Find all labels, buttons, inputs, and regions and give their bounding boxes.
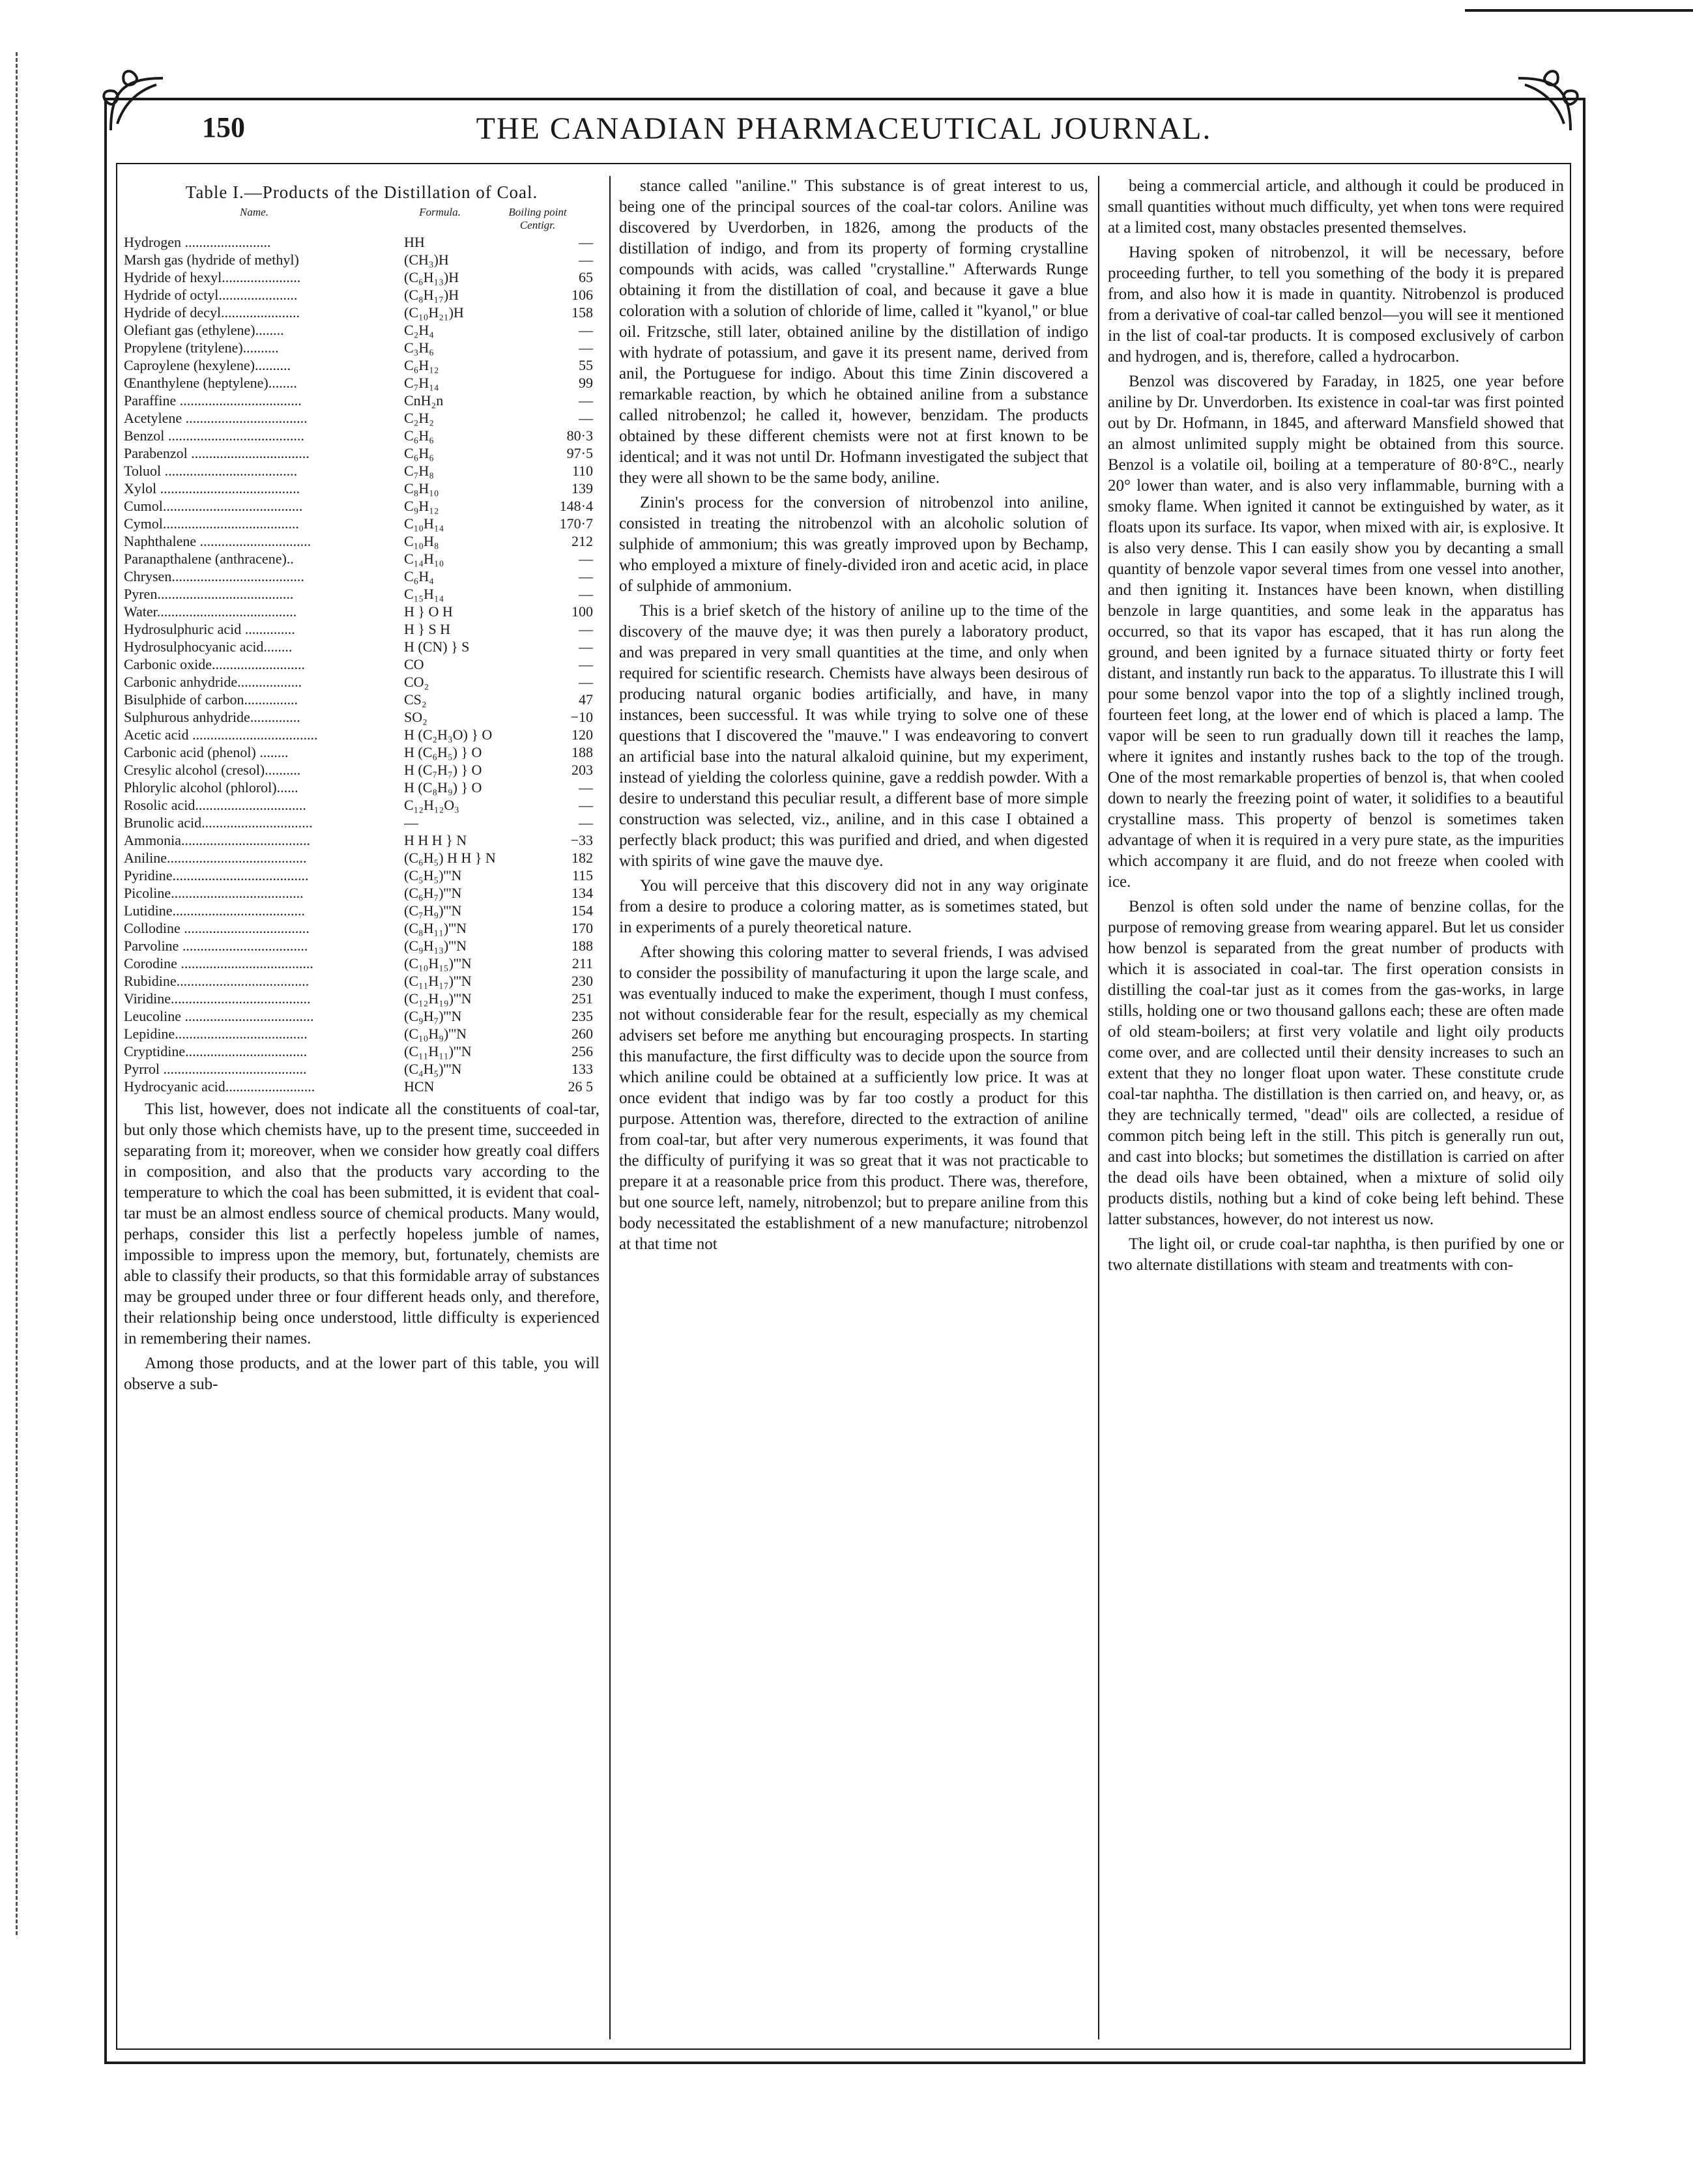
- cell-bp: —: [579, 568, 593, 584]
- table-row: [124, 779, 600, 796]
- cell-bp: 170·7: [559, 515, 593, 532]
- cell-formula: SO₂: [404, 709, 427, 725]
- table-row: [124, 251, 600, 268]
- table-row: [124, 532, 600, 550]
- journal-title: THE CANADIAN PHARMACEUTICAL JOURNAL.: [476, 111, 1212, 146]
- cell-bp: 139: [572, 480, 593, 496]
- cell-name: Cresylic alcohol (cresol)..........: [124, 762, 301, 778]
- paragraph: Zinin's process for the conversion of nitrobenzol into aniline, consisted in treating the nitrobenzol with an alcoholic solution of sulphide of ammonium; this was greatly improved upon by Bechamp, who employed a mixture of finely-divided iron and acetic acid, in place of sulphide of ammonium.: [619, 494, 1088, 595]
- cell-name: Rubidine.....................................: [124, 973, 310, 989]
- cell-formula: C₇H₁₄: [404, 375, 439, 391]
- cell-formula: H (C₈H₉) } O: [404, 779, 482, 796]
- cell-name: Lutidine.....................................: [124, 902, 306, 919]
- page-number: 150: [202, 111, 245, 143]
- table-row: [124, 585, 600, 603]
- cell-name: Xylol .......................................: [124, 480, 300, 496]
- paragraph: Benzol is often sold under the name of benzine collas, for the purpose of removing grease from wearing apparel. But let us consider how benzol is separated from the great number of products with which it is associated in coal-tar. The first operation consists in distilling the coal-tar just as it comes from the gas-works, in large stills, holding one or two thousand gallons each; these are often made of old steam-boilers; at first very volatile and light oily products come over, and are collected until their density increases to such an extent that they no longer float upon water. These constitute crude coal-tar naphtha. The distillation is then carried on, and heavy, or, as they are technically termed, "dead" oils are collected, a residue of common pitch being left in the still. This pitch is generally run out, and cast into blocks; but sometimes the distillation is carried on after the dead oils have been obtained, when a mixture of solid oily products distils, nothing but a kind of coke being left behind. These latter substances, however, do not interest us now.: [1108, 898, 1564, 1228]
- table-row: [124, 638, 600, 655]
- cell-name: Naphthalene ...............................: [124, 533, 311, 549]
- cell-formula: C₆H₆: [404, 445, 434, 461]
- cell-bp: 110: [572, 463, 593, 479]
- table-row: [124, 937, 600, 955]
- cell-formula: C₁₂H₁₂O₃: [404, 797, 459, 813]
- cell-bp: —: [579, 586, 593, 602]
- cell-bp: —: [579, 621, 593, 637]
- cell-name: Leucoline ....................................: [124, 1008, 314, 1024]
- cell-formula: (C₁₂H₁₉)'''N: [404, 990, 472, 1007]
- cell-name: Corodine .....................................: [124, 955, 313, 971]
- cell-name: Acetic acid ...................................: [124, 726, 318, 743]
- column-3: [1108, 176, 1564, 2039]
- cell-name: Aniline.......................................: [124, 850, 307, 866]
- cell-formula: C₉H₁₂: [404, 498, 439, 514]
- cell-formula: CO: [404, 656, 424, 672]
- table-row: [124, 867, 600, 884]
- cell-formula: (C₇H₉)'''N: [404, 902, 462, 919]
- cell-bp: 260: [572, 1026, 593, 1042]
- cell-name: Picoline.....................................: [124, 885, 304, 901]
- cell-bp: —: [579, 779, 593, 796]
- cell-formula: (C₆H₇)'''N: [404, 885, 462, 901]
- header-formula: Formula.: [419, 206, 461, 218]
- table-row: [124, 1060, 600, 1078]
- cell-name: Benzol ......................................: [124, 427, 304, 444]
- cell-name: Hydrocyanic acid.........................: [124, 1078, 315, 1095]
- cell-formula: (C₄H₅)'''N: [404, 1061, 462, 1077]
- table-row: [124, 321, 600, 339]
- table-header: [124, 206, 600, 232]
- paragraph: being a commercial article, and although it could be produced in small quantities without much difficulty, yet when tons were required at a limited cost, many obstacles presented themselves.: [1108, 177, 1564, 237]
- cell-name: Hydride of decyl......................: [124, 304, 300, 321]
- cell-bp: 188: [572, 744, 593, 760]
- table-row: [124, 743, 600, 761]
- margin-rule: [0, 52, 18, 1935]
- cell-bp: —: [579, 392, 593, 409]
- paragraph: After showing this coloring matter to several friends, I was advised to consider the possibility of manufacturing it upon the large scale, and was eventually induced to make the experiment, though I must confess, not without considerable fear for the result, especially as my chemical advisers set before me anything but encouraging prospects. In starting this manufacture, the first difficulty was to decide upon the source from which aniline could be obtained at a sufficiently low price. It was at once evident that indigo was by far too costly a product for this purpose. Attention was, therefore, directed to the extraction of aniline from coal-tar, but after very numerous experiments, it was found that the difficulty of purifying it was so great that it was not practicable to prepare it at a reasonable price from this product. There was, therefore, but one source left, namely, nitrobenzol; but to prepare aniline from this body necessitated the establishment of a new manufacture; nitrobenzol at that time not: [619, 943, 1088, 1253]
- paragraph: Having spoken of nitrobenzol, it will be necessary, before proceeding further, to tell you something of the body it is prepared from, and also how it is made in quantity. Nitrobenzol is produced from a derivative of coal-tar called benzol—you will see it mentioned in the list of coal-tar products. It is composed exclusively of carbon and hydrogen, and is, therefore, called a hydrocarbon.: [1108, 244, 1564, 366]
- table-row: [124, 233, 600, 251]
- table-row: [124, 356, 600, 374]
- table-row: [124, 796, 600, 814]
- paragraph: stance called "aniline." This substance is of great interest to us, being one of the principal sources of the coal-tar colors. Aniline was discovered by Uverdorben, in 1826, among the products of the distillation of indigo, and from its property of forming crystalline compounds with acids, was called "crystalline." Afterwards Runge obtaining it from the distillation of coal, and because it gave a blue coloration with a solution of chloride of lime, called it "kyanol," or blue oil. Fritzsche, still later, obtained aniline by the distillation of indigo with hydrate of potassium, and gave it its present name, derived from anil, the Portuguese for indigo. About this time Zinin discovered a remarkable reaction, by which he obtained aniline from a substance called nitrobenzol; he called it, however, benzidam. The products obtained by these different chemists were not at first known to be identical; and it was not until Dr. Hofmann investigated the subject that they were all shown to be the same body, aniline.: [619, 177, 1088, 487]
- cell-name: Ammonia....................................: [124, 832, 310, 848]
- article-body: [124, 176, 1564, 2039]
- cell-formula: (C₁₀H₉)'''N: [404, 1026, 467, 1042]
- cell-name: Viridine.......................................: [124, 990, 311, 1007]
- cell-bp: 235: [572, 1008, 593, 1024]
- cell-bp: —: [579, 639, 593, 655]
- cell-name: Collodine ...................................: [124, 920, 310, 936]
- cell-formula: (C₈H₁₁)'''N: [404, 920, 467, 936]
- cell-formula: HCN: [404, 1078, 435, 1095]
- cell-formula: (C₁₁H₁₁)'''N: [404, 1043, 472, 1059]
- cell-name: Brunolic acid...............................: [124, 814, 313, 831]
- table-row: [124, 726, 600, 743]
- cell-bp: 47: [579, 691, 593, 708]
- cell-name: Parabenzol .................................: [124, 445, 310, 461]
- cell-formula: H } O H: [404, 603, 453, 620]
- cell-name: Chrysen.....................................: [124, 568, 304, 584]
- paragraph: This is a brief sketch of the history of aniline up to the time of the discovery of the mauve dye; it was then purely a laboratory product, and was prepared in very small quantities at the time, and only when required for scientific research. Chemists have always been desirous of producing natural organic bodies artificially, and have, in many instances, been successful. It was while trying to solve one of these questions that I discovered the "mauve." I was endeavoring to convert an artificial base into the natural alkaloid quinine, but my experiment, instead of yielding the colorless quinine, gave a reddish powder. With a desire to understand this peculiar result, a different base of more simple construction was selected, viz., aniline, and in this case I obtained a perfectly black product; this was purified and dried, and when digested with spirits of wine gave the mauve dye.: [619, 602, 1088, 870]
- cell-bp: —: [579, 251, 593, 268]
- table-body: [124, 233, 600, 1095]
- cell-formula: C₇H₈: [404, 463, 434, 479]
- cell-formula: H (C₆H₅) } O: [404, 744, 482, 760]
- header-boiling-point: Boiling point Centigr.: [508, 206, 567, 231]
- cell-bp: 133: [572, 1061, 593, 1077]
- cell-formula: H } S H: [404, 621, 451, 637]
- column-1: [124, 176, 600, 2039]
- cell-name: Caproylene (hexylene)..........: [124, 357, 291, 373]
- table-row: [124, 550, 600, 568]
- table-row: [124, 849, 600, 867]
- cell-bp: 188: [572, 938, 593, 954]
- cell-bp: 158: [572, 304, 593, 321]
- table-row: [124, 603, 600, 620]
- cell-bp: 170: [572, 920, 593, 936]
- table-row: [124, 831, 600, 849]
- column-3-text: [1108, 176, 1564, 1276]
- table-row: [124, 972, 600, 990]
- cell-name: Œnanthylene (heptylene)........: [124, 375, 297, 391]
- cell-formula: C₂H₂: [404, 410, 434, 426]
- cell-name: Paranapthalene (anthracene)..: [124, 551, 294, 567]
- cell-name: Hydrogen ........................: [124, 234, 271, 250]
- table-row: [124, 990, 600, 1007]
- cell-formula: (C₉H₇)'''N: [404, 1008, 462, 1024]
- page-header: [124, 111, 1564, 150]
- cell-formula: (C₆H₅) H H } N: [404, 850, 496, 866]
- table-row: [124, 515, 600, 532]
- cell-bp: 97·5: [566, 445, 593, 461]
- cell-bp: 65: [579, 269, 593, 285]
- cell-bp: 212: [572, 533, 593, 549]
- cell-bp: −10: [570, 709, 593, 725]
- cell-bp: —: [579, 410, 593, 426]
- cell-name: Carbonic acid (phenol) ........: [124, 744, 289, 760]
- cell-bp: −33: [570, 832, 593, 848]
- cell-bp: 115: [572, 867, 593, 884]
- cell-bp: 148·4: [559, 498, 593, 514]
- cell-name: Carbonic oxide..........................: [124, 656, 306, 672]
- cell-name: Cryptidine..................................: [124, 1043, 308, 1059]
- table-row: [124, 814, 600, 831]
- table-row: [124, 708, 600, 726]
- table-row: [124, 304, 600, 321]
- cell-name: Pyrrol ........................................: [124, 1061, 307, 1077]
- cell-formula: C₆H₆: [404, 427, 434, 444]
- cell-bp: 106: [572, 287, 593, 303]
- cell-name: Hydrosulphocyanic acid........: [124, 639, 293, 655]
- cell-formula: —: [404, 814, 418, 831]
- cell-bp: 26 5: [568, 1078, 593, 1095]
- cell-formula: C₆H₁₂: [404, 357, 439, 373]
- cell-name: Parvoline ...................................: [124, 938, 308, 954]
- cell-name: Pyridine......................................: [124, 867, 309, 884]
- cell-name: Hydrosulphuric acid ..............: [124, 621, 295, 637]
- cell-bp: 154: [572, 902, 593, 919]
- cell-name: Propylene (tritylene)..........: [124, 339, 279, 356]
- column-1-text: [124, 1099, 600, 1395]
- cell-bp: —: [579, 234, 593, 250]
- paragraph: This list, however, does not indicate all the constituents of coal-tar, but only those which chemists have, up to the present time, succeeded in separating from it; moreover, when we consider how greatly coal differs in composition, and also that the products vary according to the temperature to which the coal has been submitted, it is evident that coal-tar must be an almost endless source of chemical products. Many would, perhaps, consider this list a perfectly hopeless jumble of names, impossible to impress upon the memory, but, fortunately, chemists are able to classify their products, so that this formidable array of substances may be grouped under three or four different heads only, and therefore, their relationship being once understood, little difficulty is experienced in remembering their names.: [124, 1100, 600, 1347]
- table-row: [124, 339, 600, 356]
- cell-name: Phlorylic alcohol (phlorol)......: [124, 779, 298, 796]
- cell-name: Carbonic anhydride..................: [124, 674, 302, 690]
- table-row: [124, 884, 600, 902]
- paragraph: Among those products, and at the lower part of this table, you will observe a sub-: [124, 1355, 600, 1393]
- table-row: [124, 480, 600, 497]
- cell-bp: 100: [572, 603, 593, 620]
- cell-formula: (C₆H₁₃)H: [404, 269, 459, 285]
- table-row: [124, 902, 600, 919]
- cell-bp: 134: [572, 885, 593, 901]
- table-row: [124, 955, 600, 972]
- cell-name: Cymol......................................: [124, 515, 299, 532]
- top-rule: [1465, 0, 1693, 12]
- table-row: [124, 286, 600, 304]
- table-row: [124, 691, 600, 708]
- column-2-text: [619, 176, 1088, 1255]
- table-row: [124, 374, 600, 392]
- cell-formula: C₁₅H₁₄: [404, 586, 444, 602]
- cell-name: Lepidine.....................................: [124, 1026, 308, 1042]
- table-row: [124, 620, 600, 638]
- table-row: [124, 409, 600, 427]
- cell-formula: (C₅H₅)'''N: [404, 867, 462, 884]
- cell-formula: H (CN) } S: [404, 639, 470, 655]
- cell-name: Cumol.......................................: [124, 498, 303, 514]
- cell-name: Hydride of hexyl......................: [124, 269, 301, 285]
- cell-bp: —: [579, 674, 593, 690]
- cell-bp: 203: [572, 762, 593, 778]
- cell-name: Sulphurous anhydride..............: [124, 709, 300, 725]
- cell-bp: 251: [572, 990, 593, 1007]
- table-row: [124, 1007, 600, 1025]
- table-row: [124, 392, 600, 409]
- table-row: [124, 761, 600, 779]
- table-row: [124, 1042, 600, 1060]
- cell-bp: 120: [572, 726, 593, 743]
- cell-name: Hydride of octyl......................: [124, 287, 298, 303]
- cell-name: Toluol .....................................: [124, 463, 298, 479]
- cell-formula: CS₂: [404, 691, 427, 708]
- cell-bp: —: [579, 797, 593, 813]
- table-row: [124, 444, 600, 462]
- cell-bp: —: [579, 322, 593, 338]
- cell-formula: C₃H₆: [404, 339, 434, 356]
- cell-formula: (CH₃)H: [404, 251, 449, 268]
- cell-bp: 182: [572, 850, 593, 866]
- table-row: [124, 655, 600, 673]
- column-2: [619, 176, 1088, 2039]
- cell-formula: HH: [404, 234, 425, 250]
- table-row: [124, 268, 600, 286]
- table-row: [124, 919, 600, 937]
- cell-formula: C₁₀H₈: [404, 533, 439, 549]
- paragraph: You will perceive that this discovery did not in any way originate from a desire to produce a coloring matter, as is sometimes stated, but in experiments of a purely theoretical nature.: [619, 877, 1088, 936]
- cell-formula: (C₁₀H₂₁)H: [404, 304, 464, 321]
- header-name: Name.: [240, 206, 268, 218]
- cell-formula: C₆H₄: [404, 568, 434, 584]
- cell-bp: —: [579, 656, 593, 672]
- cell-bp: 99: [579, 375, 593, 391]
- table-row: [124, 462, 600, 480]
- cell-formula: (C₈H₁₇)H: [404, 287, 459, 303]
- table-row: [124, 427, 600, 444]
- cell-bp: 55: [579, 357, 593, 373]
- cell-name: Olefiant gas (ethylene)........: [124, 322, 284, 338]
- cell-bp: 230: [572, 973, 593, 989]
- cell-formula: H (C₇H₇) } O: [404, 762, 482, 778]
- cell-formula: H H H } N: [404, 832, 467, 848]
- cell-name: Rosolic acid...............................: [124, 797, 306, 813]
- cell-formula: (C₁₀H₁₅)'''N: [404, 955, 472, 971]
- cell-formula: C₈H₁₀: [404, 480, 439, 496]
- table-row: [124, 673, 600, 691]
- cell-bp: 80·3: [566, 427, 593, 444]
- cell-formula: H (C₂H₃O) } O: [404, 726, 493, 743]
- cell-formula: C₁₀H₁₄: [404, 515, 444, 532]
- cell-bp: 256: [572, 1043, 593, 1059]
- cell-bp: 211: [572, 955, 593, 971]
- table-row: [124, 1078, 600, 1095]
- cell-formula: CO₂: [404, 674, 429, 690]
- cell-name: Pyren......................................: [124, 586, 294, 602]
- cell-formula: (C₁₁H₁₇)'''N: [404, 973, 472, 989]
- table-row: [124, 497, 600, 515]
- cell-formula: C₂H₄: [404, 322, 434, 338]
- cell-name: Acetylene ..................................: [124, 410, 308, 426]
- cell-formula: C₁₄H₁₀: [404, 551, 444, 567]
- paragraph: The light oil, or crude coal-tar naphtha, is then purified by one or two alternate distillations with steam and treatments with con-: [1108, 1235, 1564, 1274]
- cell-bp: —: [579, 551, 593, 567]
- paragraph: Benzol was discovered by Faraday, in 1825, one year before aniline by Dr. Unverdorben. Its existence in coal-tar was first pointed out by Dr. Hofmann, in 1845, and afterward Mansfield showed that an almost unlimited supply might be obtained from this source. Benzol is a volatile oil, boiling at a temperature of 80·8°C., nearly 20° lower than water, and is also very inflammable, burning with a smoky flame. When ignited it cannot be extinguished by water, as it floats upon its surface. Its vapor, when mixed with air, is explosive. It is also very dense. This I can easily show you by decanting a small quantity of benzole vapor several times from one vessel into another, and then igniting it. Instances have been known, when distilling benzole in large quantities, and some leak in the apparatus has occurred, so that its vapor has escaped, that it has run along the ground, and been ignited by a furnace situated thirty or forty feet distant, and instantly run back to the apparatus. To illustrate this I will pour some benzol vapor into the top of a slightly inclined trough, fourteen feet long, at the lower end of which is placed a lamp. The vapor will be seen to run gradually down till it reaches the lamp, where it ignites and instantly rushes back to the top of the trough. One of the most remarkable properties of benzol is, that when cooled down to nearly the freezing point of water, it solidifies to a beautiful crystalline mass. This property of benzol is sometimes taken advantage of when it is required in a very pure state, as the impurities which accompany it are fluid, and do not freeze when cooled with ice.: [1108, 373, 1564, 891]
- cell-formula: (C₉H₁₃)'''N: [404, 938, 467, 954]
- cell-name: Bisulphide of carbon...............: [124, 691, 298, 708]
- cell-name: Paraffine ..................................: [124, 392, 302, 409]
- table-title: Table I.—Products of the Distillation of Coal.: [185, 182, 538, 202]
- cell-name: Water.......................................: [124, 603, 297, 620]
- table-row: [124, 568, 600, 585]
- cell-bp: —: [579, 814, 593, 831]
- cell-bp: —: [579, 339, 593, 356]
- cell-name: Marsh gas (hydride of methyl): [124, 251, 299, 268]
- table-row: [124, 1025, 600, 1042]
- cell-formula: CnH₂n: [404, 392, 444, 409]
